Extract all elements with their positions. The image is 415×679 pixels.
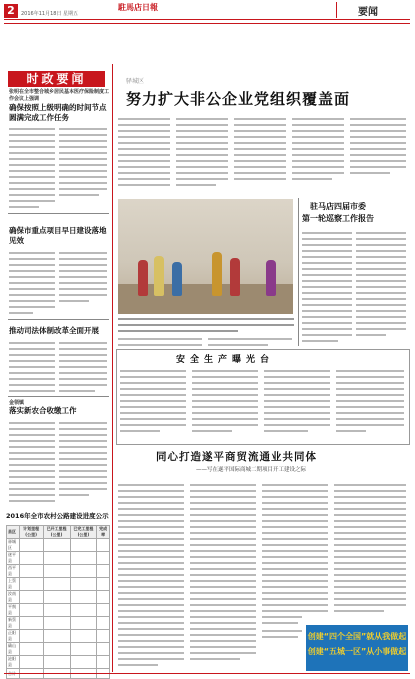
table-title: 2016年全市农村公路建设进度公示 <box>6 512 109 520</box>
main-title: 努力扩大非公企业党组织覆盖面 <box>126 90 351 108</box>
lead-kicker: 张明在全市整合城乡居民基本医疗保险制度工作会议上强调 <box>9 89 110 102</box>
main-kicker: 驿城区 <box>126 78 145 85</box>
masthead: 駐馬店日報 <box>118 2 158 12</box>
table-row <box>7 539 110 552</box>
header-rule-thin <box>4 23 410 24</box>
table-row <box>7 578 110 591</box>
safety-title: 安全生产曝光台 <box>176 355 275 365</box>
table-header-cell: 县区 <box>7 526 20 539</box>
table-row <box>7 591 110 604</box>
table-row <box>7 604 110 617</box>
opera-stage-photo <box>118 199 293 314</box>
table-cell: 确山县 <box>7 643 20 656</box>
issue-date: 2016年11月18日 星期五 <box>21 11 79 17</box>
table-header-cell: 已开工里程(公里) <box>43 526 70 539</box>
story-divider <box>8 213 109 214</box>
page-number: 2 <box>4 4 18 18</box>
table-cell: 平舆县 <box>7 604 20 617</box>
column-divider <box>298 198 299 346</box>
story2-title: 确保市重点项目早日建设落地见效 <box>9 226 107 245</box>
lead-title: 确保按照上级明确的时间节点圆满完成工作任务 <box>9 103 107 122</box>
story4-title: 落实新农合收缴工作 <box>9 406 77 415</box>
table-cell: 汝南县 <box>7 591 20 604</box>
table-row <box>7 617 110 630</box>
header-rule <box>4 19 410 20</box>
table-cell: 上蔡县 <box>7 578 20 591</box>
table-row <box>7 630 110 643</box>
right-title-line1: 驻马店四届市委 <box>310 202 366 211</box>
story3-title: 推动司法体制改革全面开展 <box>9 326 99 335</box>
table-header-cell: 已完工里程(公里) <box>70 526 97 539</box>
table-cell: 正阳县 <box>7 630 20 643</box>
section-title: 要闻 <box>358 7 378 18</box>
table-header-row <box>7 526 110 539</box>
table-row <box>7 656 110 669</box>
table-row <box>7 565 110 578</box>
road-progress-table <box>6 525 110 679</box>
column-divider <box>112 64 113 672</box>
ad-line-2: 创建“五城一区”从小事做起 <box>307 647 407 656</box>
table-cell: 泌阳县 <box>7 656 20 669</box>
table-cell: 新蔡县 <box>7 617 20 630</box>
section-banner: 时政要闻 <box>8 71 105 87</box>
table-cell: 西平县 <box>7 565 20 578</box>
story-divider <box>8 319 109 320</box>
table-cell: 驿城区 <box>7 539 20 552</box>
table-header-cell: 完成率 <box>97 526 110 539</box>
table-row <box>7 552 110 565</box>
right-title-line2: 第一轮巡察工作报告 <box>302 214 374 223</box>
bottom-title: 同心打造遂平商贸流通业共同体 <box>156 451 317 463</box>
bottom-subtitle: ——写在遂平国际商城二期项目开工建设之际 <box>196 467 307 473</box>
story-divider <box>8 396 109 397</box>
table-row <box>7 643 110 656</box>
slogan-ad-box <box>306 625 408 671</box>
story4-kicker: 金领镇 <box>9 400 25 406</box>
header-divider <box>336 2 337 18</box>
table-header-cell: 计划里程(公里) <box>19 526 43 539</box>
ad-line-1: 创建“四个全国”就从我做起 <box>307 632 407 641</box>
footer-rule <box>4 673 410 674</box>
table-cell: 遂平县 <box>7 552 20 565</box>
